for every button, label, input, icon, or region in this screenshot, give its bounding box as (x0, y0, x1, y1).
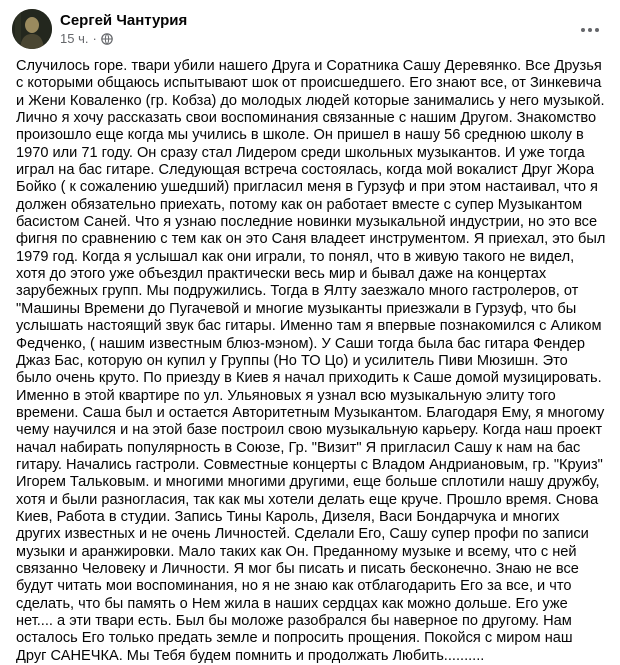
more-horizontal-icon (581, 28, 599, 32)
author-name[interactable]: Сергей Чантурия (60, 12, 188, 29)
post-text: Случилось горе. твари убили нашего Друга и Соратника Сашу Деревянко. Все Друзья с которыми общаюсь испытывают шок от происшедшего. Его знают все, от Зинкевича и Жени Коваленко (гр. Кобза) до молодых людей которые занимались у него музыкой. Лично я хочу рассказать свои воспоминания связанные с нашим Другом. Знакомство произошло еще когда мы учились в школе. Он пришел в нашу 56 среднюю школу в 1970 или 71 году. Он сразу стал Лидером среди школьных музыкантов. И уже тогда играл на бас гитаре. Следующая встреча состоялась, когда мой вокалист Друг Жора Бойко ( к сожалению ушедший) пригласил меня в Гурзуф и при этом настаивал, что я должен обязательно приехать, потому как он работает вместе с супер Музыкантом басистом Саней. Что я узнаю последние новинки музыкальной индустрии, но это все фигня по сравнению с тем как он это Саня владеет инструментом. Я приехал, это был 1979 год. Когда я услышал как они играли, то понял, что в живую такого не видел, хотя до этого уже объездил практически весь мир и бывал даже на концертах зарубежных групп. Мы подружились. Тогда в Ялту заезжало много гастролеров, от "Машины Времени до Пугачевой и многие музыканты приезжали в Гурзуф, что бы услышать настоящий звук бас гитары. Именно там я впервые познакомился с Аликом Федченко, ( нашим известным блюз-мэном). У Саши тогда была бас гитара Фендер Джаз Бас, которую он купил у Группы (Но ТО Цо) и усилитель Пиви Мюзишн. Это было очень круто. По приезду в Киев я начал приходить к Саше домой музицировать. Именно в этой квартире по ул. Ульяновых я узнал всю музыкальную элиту того времени. Саша был и остается Авторитетным Музыкантом. Благодаря Ему, я многому чему научился и на этой базе построил свою музыкальную карьеру. Когда наш проект начал набирать популярность в Союзе, Гр. "Визит" Я пригласил Сашу к нам на бас гитару. Начались гастроли. Совместные концерты с Владом Андриановым, гр. "Круиз" Игорем Тальковым. и многими многими другими, еще больше сплотили нашу дружбу, хотя и были разногласия, так как мы хотели делать еще круче. Прошло время. Снова Киев, Работа в студии. Запись Тины Кароль, Дизеля, Васи Бондарчука и многих других известных и не очень Личностей. Сделали Его, Сашу супер профи по записи музыки и аранжировки. Мало таких как Он. Преданному музыке и всему, что с ней связанно Человеку и Личности. Я мог бы писать и писать бесконечно. Знаю не все будут читать мои воспоминания, но я не знаю как отблагодарить Его за все, и что сделать, что бы память о Нем жила в наших сердцах как можно дольше. Его уже нет.... а эти твари есть. Был бы моложе разобрался бы наверное по другому. Нам осталось Его только предать земле и попросить прощения. Покойся с миром наш Друг САНЕЧКА. Мы Тебя будем помнить и продолжать Любить.......... (16, 58, 606, 664)
author-avatar[interactable] (12, 9, 52, 49)
post-header (12, 0, 608, 52)
header-text (60, 11, 187, 47)
globe-icon[interactable] (101, 33, 113, 45)
more-options-button[interactable] (572, 12, 608, 48)
avatar-image (12, 9, 52, 49)
meta-separator: · (92, 31, 97, 46)
post-meta (60, 31, 187, 47)
post-timestamp[interactable]: 15 ч. (60, 31, 89, 46)
